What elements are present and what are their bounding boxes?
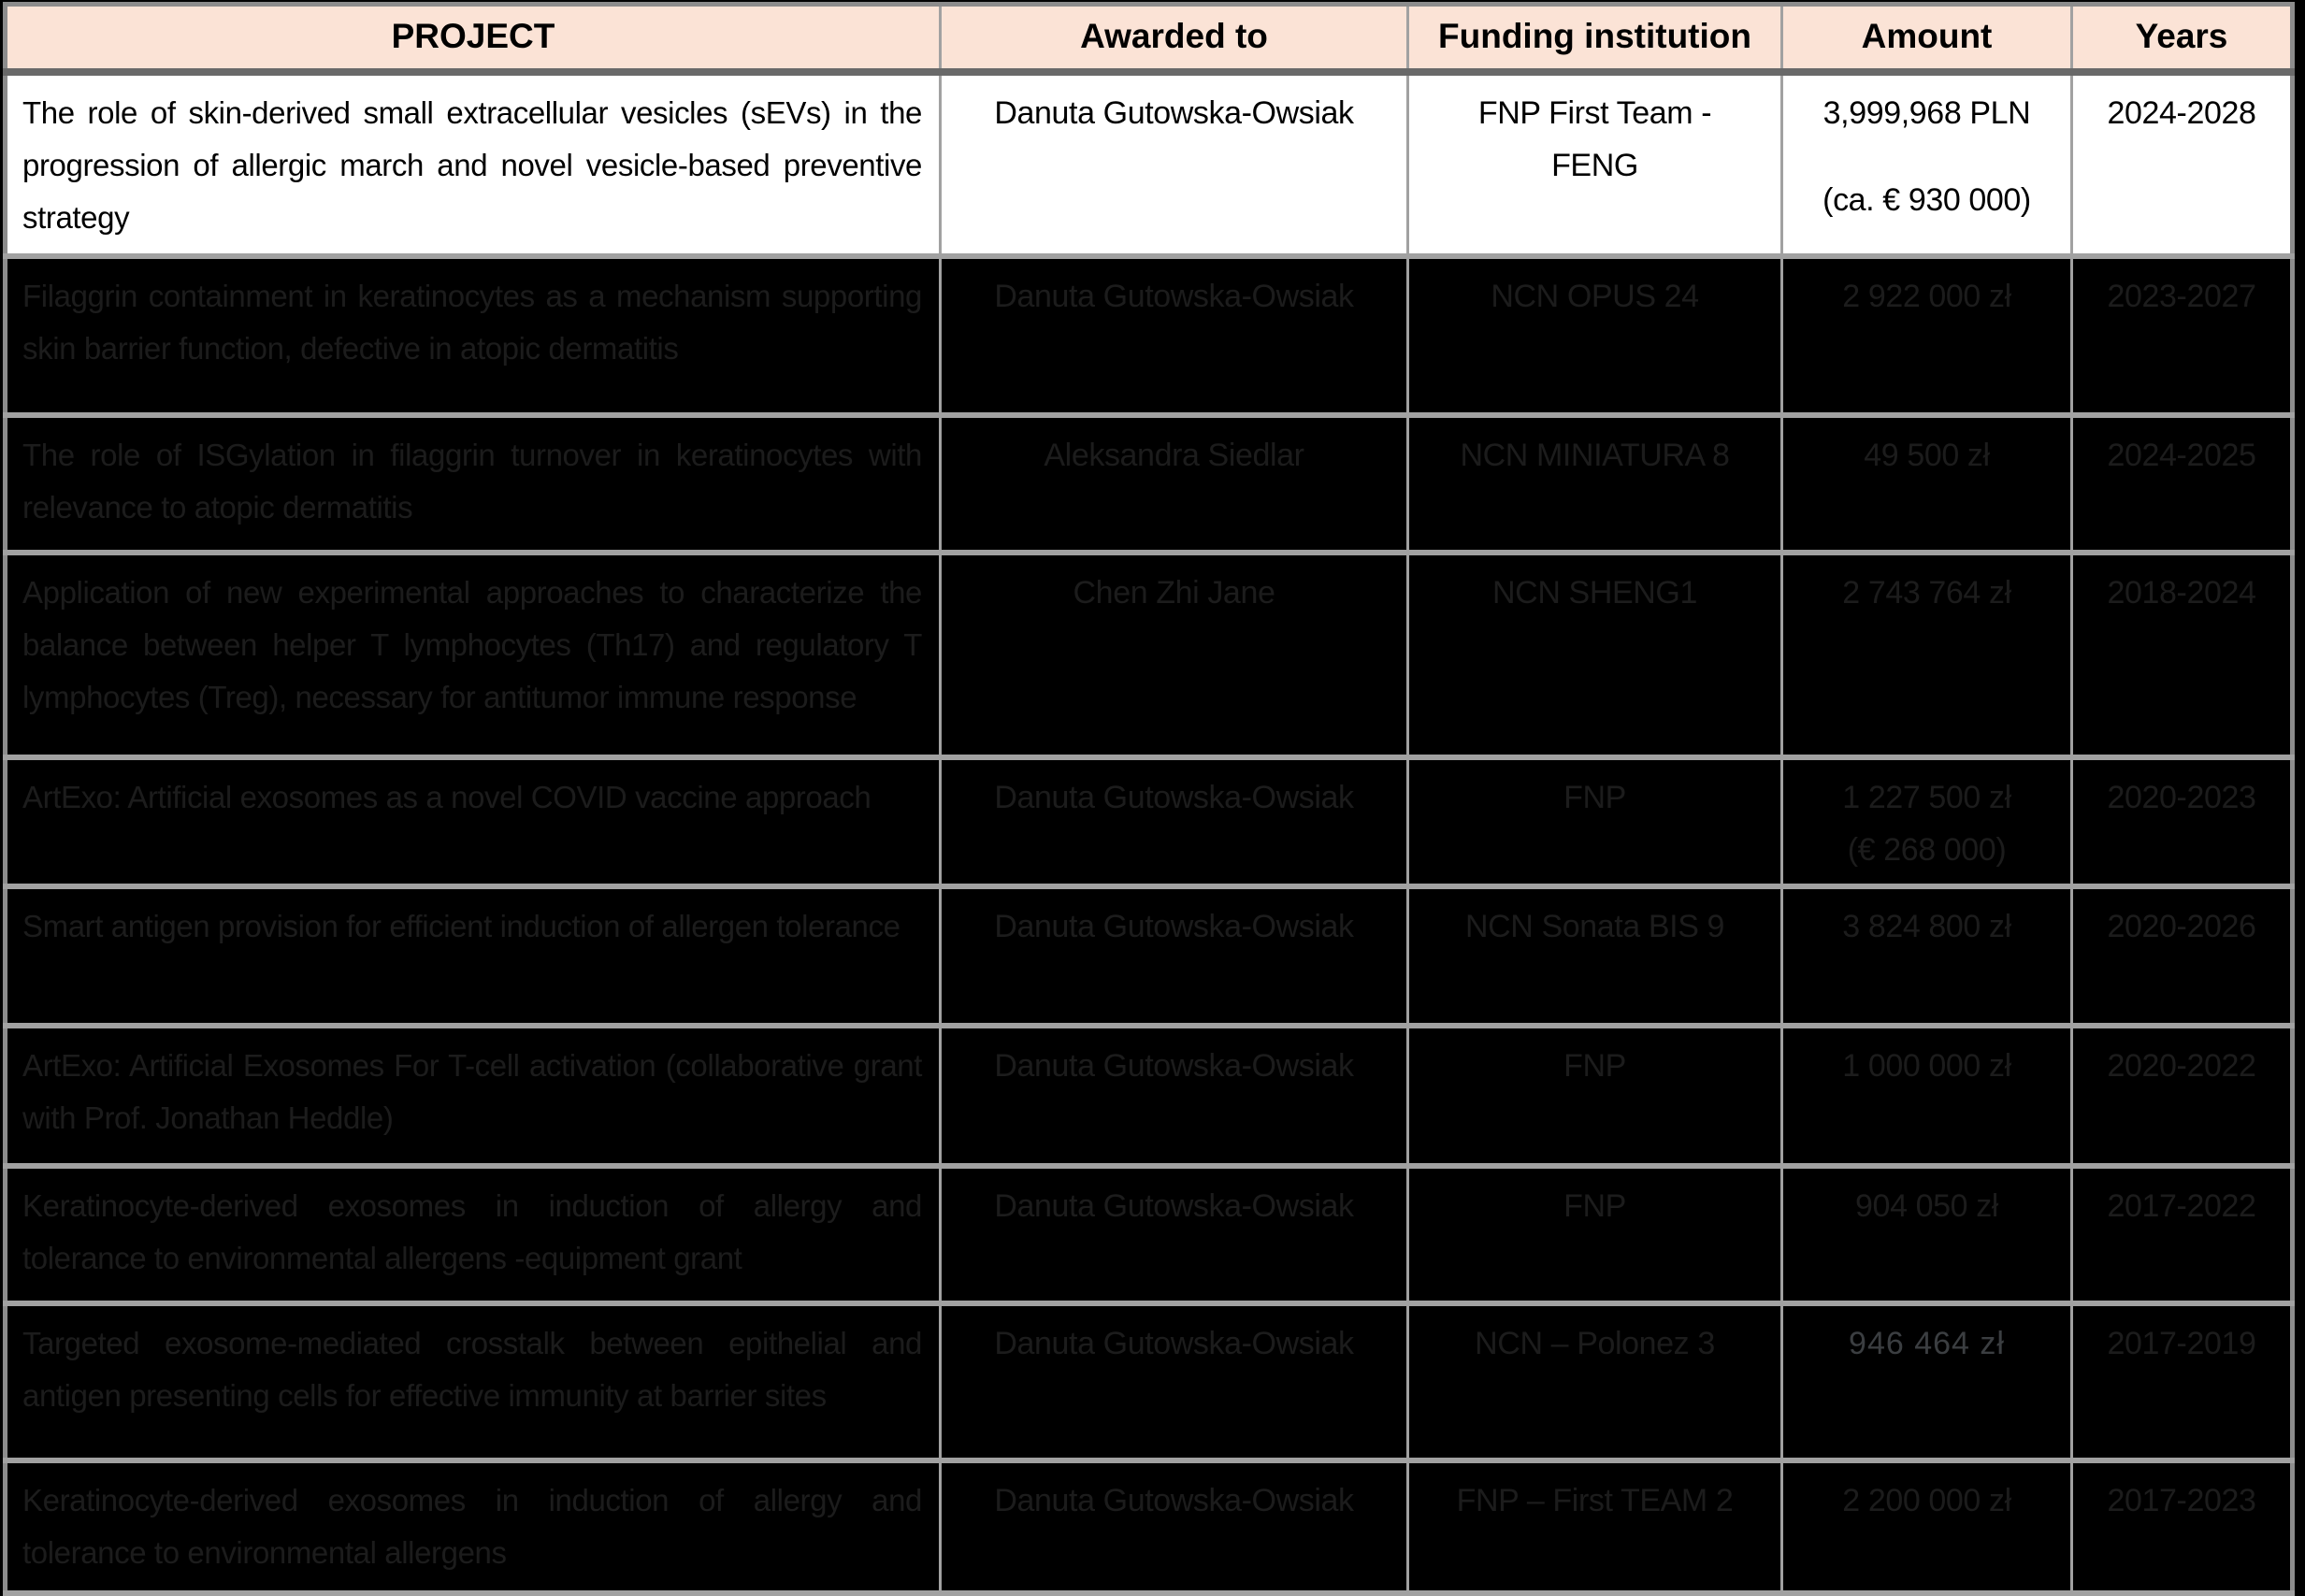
- project-cell: [6, 1026, 941, 1166]
- years-value: 2024-2028: [2107, 94, 2256, 131]
- awarded-to-cell: [941, 1303, 1408, 1460]
- years-value: 2020-2023: [2107, 779, 2256, 815]
- project-title: ArtExo: Artificial Exosomes For T-cell activation (collaborative grant with Prof. Jonathan Heddle): [22, 1047, 922, 1135]
- awardee-name: Danuta Gutowska-Owsiak: [994, 278, 1354, 314]
- years-cell: [2072, 886, 2293, 1026]
- years-value: 2017-2023: [2107, 1482, 2256, 1518]
- project-cell: [6, 886, 941, 1026]
- amount-line1: 1 227 500 zł: [1842, 779, 2011, 815]
- funding-line1: NCN – Polonez 3: [1475, 1325, 1715, 1361]
- awarded-to-cell: [941, 256, 1408, 415]
- table-row: [6, 1460, 2293, 1593]
- table-row: [6, 256, 2293, 415]
- years-cell: [2072, 1460, 2293, 1593]
- awardee-name: Danuta Gutowska-Owsiak: [994, 1482, 1354, 1518]
- header-awarded-to: Awarded to: [941, 5, 1408, 72]
- funding-cell: [1408, 415, 1782, 553]
- awardee-name: Danuta Gutowska-Owsiak: [994, 1187, 1354, 1224]
- header-years: Years: [2072, 5, 2293, 72]
- table-row: [6, 757, 2293, 886]
- awarded-to-cell: [941, 72, 1408, 256]
- amount-cell: [1782, 256, 2072, 415]
- header-project: PROJECT: [6, 5, 941, 72]
- project-cell: [6, 1303, 941, 1460]
- amount-line1: 3,999,968 PLN: [1822, 94, 2031, 131]
- awardee-name: Aleksandra Siedlar: [1044, 437, 1304, 473]
- amount-cell: [1782, 757, 2072, 886]
- grants-table: [3, 2, 2295, 1596]
- header-funding-institution: Funding institution: [1408, 5, 1782, 72]
- years-value: 2018-2024: [2107, 574, 2256, 611]
- project-title: Application of new experimental approaches to characterize the balance between helper T lymphocytes (Th17) and regulatory T lymphocytes (Treg), necessary for antitumor immune response: [22, 574, 922, 714]
- funding-line1: NCN OPUS 24: [1491, 278, 1699, 314]
- awarded-to-cell: [941, 1166, 1408, 1303]
- years-value: 2023-2027: [2107, 278, 2256, 314]
- funding-line1: NCN SHENG1: [1492, 574, 1697, 611]
- amount-line1-highlighted: 946 464 zł: [1849, 1325, 2005, 1361]
- funding-cell: [1408, 757, 1782, 886]
- project-cell: [6, 1460, 941, 1593]
- years-cell: [2072, 553, 2293, 757]
- funding-line1: NCN MINIATURA 8: [1460, 437, 1730, 473]
- awarded-to-cell: [941, 886, 1408, 1026]
- funding-cell: [1408, 886, 1782, 1026]
- years-value: 2024-2025: [2107, 437, 2256, 473]
- awarded-to-cell: [941, 757, 1408, 886]
- funding-line2: FENG: [1551, 147, 1638, 183]
- amount-cell: [1782, 72, 2072, 256]
- funding-line1: FNP: [1563, 1047, 1626, 1084]
- project-cell: [6, 1166, 941, 1303]
- years-cell: [2072, 1303, 2293, 1460]
- funding-line1: FNP: [1563, 779, 1626, 815]
- years-value: 2020-2026: [2107, 908, 2256, 944]
- project-cell: [6, 757, 941, 886]
- table-row: [6, 553, 2293, 757]
- funding-line1: FNP: [1563, 1187, 1626, 1224]
- awarded-to-cell: [941, 553, 1408, 757]
- project-title: ArtExo: Artificial exosomes as a novel COVID vaccine approach: [22, 779, 872, 814]
- awarded-to-cell: [941, 1460, 1408, 1593]
- years-cell: [2072, 72, 2293, 256]
- funding-cell: [1408, 256, 1782, 415]
- amount-cell: [1782, 415, 2072, 553]
- awarded-to-cell: [941, 415, 1408, 553]
- amount-line1: 3 824 800 zł: [1842, 908, 2011, 944]
- table-row: [6, 886, 2293, 1026]
- years-value: 2017-2022: [2107, 1187, 2256, 1224]
- funding-cell: [1408, 553, 1782, 757]
- table-row: [6, 415, 2293, 553]
- years-cell: [2072, 415, 2293, 553]
- header-row: [6, 5, 2293, 72]
- funding-line1: FNP – First TEAM 2: [1456, 1482, 1734, 1518]
- project-title: Keratinocyte-derived exosomes in induction of allergy and tolerance to environmental allergens: [22, 1482, 922, 1570]
- years-value: 2017-2019: [2107, 1325, 2256, 1361]
- years-value: 2020-2022: [2107, 1047, 2256, 1084]
- project-cell: [6, 72, 941, 256]
- awardee-name: Danuta Gutowska-Owsiak: [994, 908, 1354, 944]
- amount-line1: 2 922 000 zł: [1842, 278, 2011, 314]
- awardee-name: Danuta Gutowska-Owsiak: [994, 94, 1354, 131]
- amount-line2: (ca. € 930 000): [1822, 181, 2031, 218]
- project-title: Filaggrin containment in keratinocytes as a mechanism supporting skin barrier function, defective in atopic dermatitis: [22, 278, 922, 366]
- amount-line1: 2 200 000 zł: [1842, 1482, 2011, 1518]
- awardee-name: Danuta Gutowska-Owsiak: [994, 1325, 1354, 1361]
- amount-line2: (€ 268 000): [1847, 831, 2007, 868]
- header-amount: Amount: [1782, 5, 2072, 72]
- project-cell: [6, 415, 941, 553]
- amount-cell: [1782, 553, 2072, 757]
- funding-cell: [1408, 1303, 1782, 1460]
- years-cell: [2072, 1166, 2293, 1303]
- amount-line1: 904 050 zł: [1855, 1187, 1998, 1224]
- funding-cell: [1408, 1166, 1782, 1303]
- funding-line1: NCN Sonata BIS 9: [1464, 908, 1725, 944]
- project-title: The role of skin-derived small extracellular vesicles (sEVs) in the progression of allergic march and novel vesicle-based preventive strategy: [22, 94, 922, 235]
- funding-line1: FNP First Team -: [1477, 94, 1712, 131]
- project-title: The role of ISGylation in filaggrin turnover in keratinocytes with relevance to atopic dermatitis: [22, 437, 922, 525]
- funding-cell: [1408, 1460, 1782, 1593]
- table-row: [6, 1166, 2293, 1303]
- awardee-name: Chen Zhi Jane: [1073, 574, 1275, 611]
- awarded-to-cell: [941, 1026, 1408, 1166]
- years-cell: [2072, 256, 2293, 415]
- amount-line1: 1 000 000 zł: [1842, 1047, 2011, 1084]
- amount-line1: 49 500 zł: [1864, 437, 1990, 473]
- years-cell: [2072, 1026, 2293, 1166]
- awardee-name: Danuta Gutowska-Owsiak: [994, 779, 1354, 815]
- project-cell: [6, 553, 941, 757]
- awardee-name: Danuta Gutowska-Owsiak: [994, 1047, 1354, 1084]
- amount-cell: [1782, 1460, 2072, 1593]
- table-row: [6, 72, 2293, 256]
- amount-cell: [1782, 886, 2072, 1026]
- years-cell: [2072, 757, 2293, 886]
- amount-line1: 2 743 764 zł: [1842, 574, 2011, 611]
- project-title: Targeted exosome-mediated crosstalk between epithelial and antigen presenting cells for effective immunity at barrier sites: [22, 1325, 922, 1413]
- funding-cell: [1408, 72, 1782, 256]
- amount-cell: [1782, 1166, 2072, 1303]
- funding-cell: [1408, 1026, 1782, 1166]
- project-cell: [6, 256, 941, 415]
- table-row: [6, 1026, 2293, 1166]
- amount-cell: [1782, 1026, 2072, 1166]
- project-title: Keratinocyte-derived exosomes in induction of allergy and tolerance to environmental allergens -equipment grant: [22, 1187, 922, 1275]
- project-title: Smart antigen provision for efficient induction of allergen tolerance: [22, 908, 900, 943]
- amount-cell: [1782, 1303, 2072, 1460]
- table-row: [6, 1303, 2293, 1460]
